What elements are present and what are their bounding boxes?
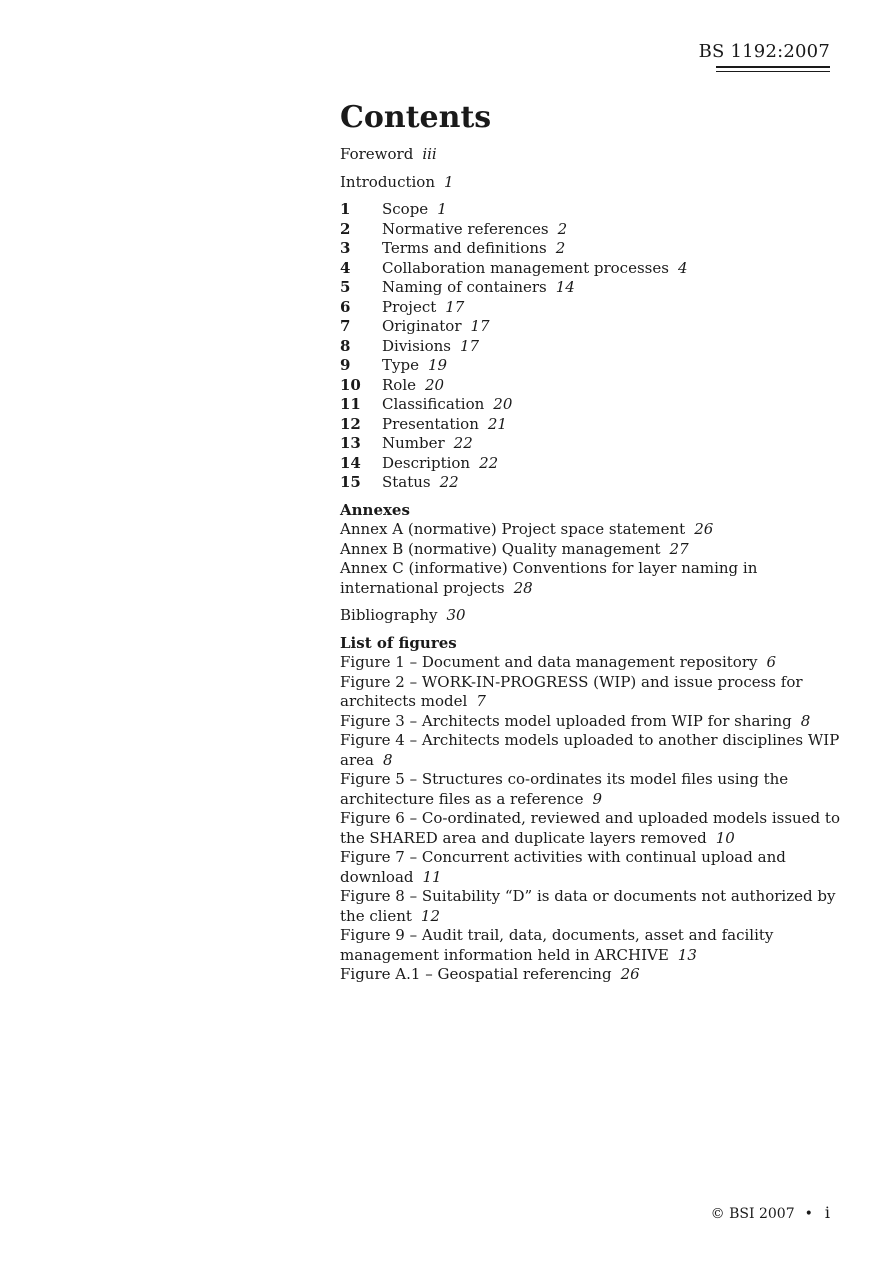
toc-entry-figure[interactable] <box>340 848 840 887</box>
toc-entry-clause[interactable] <box>340 434 840 454</box>
page-number: 2 <box>555 239 566 257</box>
page-number: 17 <box>470 317 490 335</box>
toc-entry-clause[interactable] <box>340 239 840 259</box>
toc-entry-introduction[interactable] <box>340 173 840 193</box>
header-code: BS 1192:2007 <box>698 41 830 62</box>
toc-entry-annex[interactable] <box>340 520 840 540</box>
toc-entry-clause[interactable] <box>340 395 840 415</box>
entry-label: Type <box>382 356 419 374</box>
entry-label: Figure 8 – Suitability “D” is data or documents not authorized by the client <box>340 887 836 925</box>
page-number: 20 <box>425 375 445 394</box>
figures-heading: List of figures <box>340 633 457 652</box>
page-number: 10 <box>715 828 735 847</box>
entry-label: Status <box>382 473 431 491</box>
page-number: 20 <box>493 395 513 413</box>
entry-label: Foreword <box>340 145 414 163</box>
page-number: 26 <box>694 520 714 538</box>
page-number: 19 <box>427 356 448 374</box>
page-number: 21 <box>487 414 507 433</box>
page-number: 22 <box>479 453 499 472</box>
page-number: 13 <box>677 945 697 964</box>
toc-entry-clause[interactable] <box>340 220 840 240</box>
page-number: 14 <box>555 278 575 296</box>
entry-label: Figure A.1 – Geospatial referencing <box>340 965 612 983</box>
entry-label: Figure 6 – Co-ordinated, reviewed and uploaded models issued to the SHARED area and duplicate layers removed <box>340 809 840 847</box>
clause-number: 2 <box>340 219 351 238</box>
header-rule-thin <box>716 71 830 72</box>
toc-entry-clause[interactable] <box>340 317 840 337</box>
clause-number: 3 <box>340 239 351 257</box>
entry-label: Figure 7 – Concurrent activities with continual upload and download <box>340 848 786 886</box>
page-number: 30 <box>446 606 466 624</box>
entry-label: Scope <box>382 200 429 218</box>
clause-number: 11 <box>340 395 361 413</box>
clause-number: 5 <box>340 278 351 296</box>
page-number-footer: i <box>824 1203 830 1222</box>
toc-entry-foreword[interactable] <box>340 145 840 165</box>
entry-label: Annex B (normative) Quality management <box>340 539 661 558</box>
toc-entry-clause[interactable] <box>340 200 840 220</box>
page-number: 22 <box>439 473 459 491</box>
toc-entry-clause[interactable] <box>340 278 840 298</box>
entry-label: Project <box>382 297 437 316</box>
entry-label: Terms and definitions <box>382 239 547 257</box>
toc-entry-clause[interactable] <box>340 376 840 396</box>
clause-number: 12 <box>340 414 361 433</box>
header-rule <box>716 66 830 68</box>
toc-entry-figure[interactable] <box>340 887 840 926</box>
entry-label: Figure 5 – Structures co-ordinates its model files using the architecture files as a reference <box>340 770 789 808</box>
page-number: 4 <box>677 258 688 277</box>
toc-entry-figure[interactable] <box>340 731 840 770</box>
page-number: iii <box>422 145 437 163</box>
entry-label: Classification <box>382 395 485 413</box>
entry-label: Originator <box>382 317 462 335</box>
clause-number: 9 <box>340 356 351 374</box>
toc-entry-clause[interactable] <box>340 415 840 435</box>
toc-entry-figure[interactable] <box>340 926 840 965</box>
toc-entry-annex[interactable] <box>340 540 840 560</box>
toc-entry-bibliography[interactable] <box>340 606 840 626</box>
toc-entry-figure[interactable] <box>340 770 840 809</box>
page-number: 9 <box>592 789 603 808</box>
entry-label: Annex A (normative) Project space statement <box>340 520 686 538</box>
clause-number: 4 <box>340 258 351 277</box>
entry-label: Presentation <box>382 414 479 433</box>
contents-body <box>340 98 840 985</box>
page-title: Contents <box>340 100 492 135</box>
clause-number: 7 <box>340 317 351 335</box>
bullet-separator: • <box>804 1206 813 1222</box>
page-footer <box>711 1203 830 1222</box>
entry-label: Role <box>382 375 416 394</box>
entry-label: Collaboration management processes <box>382 258 669 277</box>
toc-entry-figure[interactable] <box>340 965 840 985</box>
entry-label: Bibliography <box>340 606 438 624</box>
page-number: 1 <box>444 172 454 191</box>
entry-label: Figure 1 – Document and data management repository <box>340 653 758 671</box>
page-number: 7 <box>476 692 486 710</box>
entry-label: Description <box>382 453 471 472</box>
page-number: 17 <box>445 297 465 316</box>
page-number: 8 <box>800 711 811 730</box>
toc-entry-clause[interactable] <box>340 337 840 357</box>
page-number: 17 <box>459 336 480 355</box>
page-number: 1 <box>437 200 447 218</box>
clause-number: 14 <box>340 453 361 472</box>
entry-label: Figure 3 – Architects model uploaded from WIP for sharing <box>340 711 792 730</box>
entry-label: Introduction <box>340 172 435 191</box>
entry-label: Normative references <box>382 219 549 238</box>
page-number: 27 <box>669 539 689 558</box>
toc-entry-clause[interactable] <box>340 356 840 376</box>
clause-number: 6 <box>340 297 351 316</box>
page-number: 8 <box>382 750 393 769</box>
entry-label: Figure 2 – WORK-IN-PROGRESS (WIP) and issue process for architects model <box>340 672 803 710</box>
clause-number: 8 <box>340 336 351 355</box>
toc-entry-clause[interactable] <box>340 298 840 318</box>
page-number: 22 <box>453 434 473 452</box>
clause-number: 15 <box>340 473 361 491</box>
clause-number: 1 <box>340 200 351 218</box>
clause-number: 10 <box>340 375 361 394</box>
toc-entry-annex[interactable] <box>340 559 840 598</box>
entry-label: Figure 9 – Audit trail, data, documents, asset and facility management information held in ARCHIVE <box>340 926 774 964</box>
entry-label: Divisions <box>382 336 451 355</box>
copyright-notice: © BSI 2007 <box>710 1206 795 1222</box>
toc-entry-figure[interactable] <box>340 712 840 732</box>
page-number: 2 <box>557 219 568 238</box>
page-number: 26 <box>620 965 640 983</box>
toc-entry-figure[interactable] <box>340 809 840 848</box>
entry-label: Naming of containers <box>382 278 547 296</box>
page-number: 28 <box>513 578 533 597</box>
entry-label: Annex C (informative) Conventions for layer naming in international projects <box>340 559 758 597</box>
toc-entry-figure[interactable] <box>340 673 840 712</box>
entry-label: Number <box>382 434 445 452</box>
toc-entry-clause[interactable] <box>340 473 840 493</box>
clause-list <box>340 200 840 493</box>
toc-entry-clause[interactable] <box>340 454 840 474</box>
entry-label: Figure 4 – Architects models uploaded to another disciplines WIP area <box>340 731 840 769</box>
toc-entry-figure[interactable] <box>340 653 840 673</box>
clause-number: 13 <box>340 434 361 452</box>
toc-entry-clause[interactable] <box>340 259 840 279</box>
page-number: 6 <box>766 653 777 671</box>
page-number: 12 <box>420 906 440 925</box>
annexes-heading: Annexes <box>340 500 410 519</box>
page-number: 11 <box>422 867 442 886</box>
